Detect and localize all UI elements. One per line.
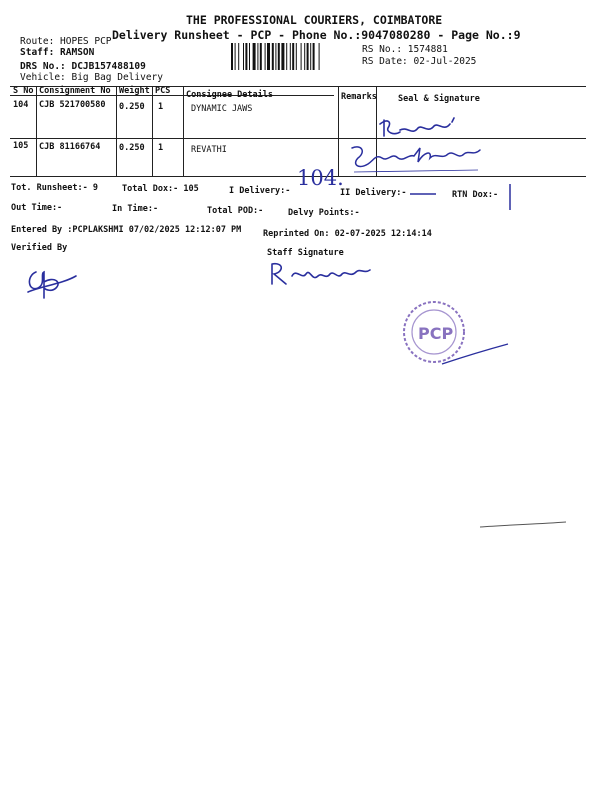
drs-number: DRS No.: DCJB157488109: [20, 61, 146, 72]
row-sno: 105: [13, 141, 29, 151]
col-header-remarks: Remarks: [341, 92, 377, 102]
col-divider: [338, 86, 339, 176]
rtn-dox: RTN Dox:-: [452, 190, 499, 200]
vehicle-label: Vehicle: Big Bag Delivery: [20, 72, 163, 83]
ii-delivery-dash: [408, 190, 438, 198]
row-pcs: 1: [158, 143, 164, 153]
reprinted-on: Reprinted On: 02-07-2025 12:14:14: [263, 229, 432, 239]
col-divider: [36, 86, 37, 176]
row-consignment: CJB 81166764: [39, 142, 101, 152]
stray-ink-line: [478, 520, 568, 530]
stamp-text: PCP: [418, 324, 454, 343]
entered-by: Entered By :PCPLAKSHMI 07/02/2025 12:12:07 PM: [11, 225, 242, 235]
col-header-pcs: PCS: [155, 86, 171, 96]
col-divider: [116, 86, 117, 176]
company-name: THE PROFESSIONAL COURIERS, COIMBATORE: [186, 13, 443, 27]
row-weight: 0.250: [119, 102, 145, 112]
staff-signature-label: Staff Signature: [267, 248, 344, 258]
row-consignee: DYNAMIC JAWS: [191, 104, 253, 114]
col-header-consignment: Consignment No: [39, 86, 111, 96]
staff-signature-mark: [266, 258, 376, 290]
col-header-sno: S No: [13, 86, 34, 96]
delvy-points: Delvy Points:-: [288, 208, 360, 218]
row-weight: 0.250: [119, 143, 145, 153]
ii-delivery: II Delivery:-: [340, 188, 407, 198]
route-label: Route: HOPES PCP: [20, 36, 112, 47]
signature-row-1: [378, 112, 468, 140]
row-consignment: CJB 521700580: [39, 100, 106, 110]
col-header-weight: Weight: [119, 86, 150, 96]
signature-row-2: [348, 142, 488, 174]
staff-label: Staff: RAMSON: [20, 47, 95, 58]
stamp-flourish: [440, 342, 510, 366]
row-consignee: REVATHI: [191, 145, 227, 155]
barcode: [231, 43, 351, 70]
rs-date: RS Date: 02-Jul-2025: [362, 56, 477, 67]
row-pcs: 1: [158, 102, 164, 112]
col-header-seal: Seal & Signature: [398, 94, 480, 104]
handwritten-delivery-count: 104.: [297, 166, 344, 190]
in-time: In Time:-: [112, 204, 159, 214]
total-pod: Total POD:-: [207, 206, 264, 216]
verified-by-initials: [22, 262, 82, 306]
col-divider: [183, 86, 184, 176]
tot-runsheet: Tot. Runsheet:- 9: [11, 183, 98, 193]
row-sno: 104: [13, 100, 29, 110]
row-divider: [10, 138, 586, 139]
total-dox: Total Dox:- 105: [122, 184, 199, 194]
rtn-dox-mark: [504, 182, 516, 212]
runsheet-title: Delivery Runsheet - PCP - Phone No.:9047080280 - Page No.:9: [112, 28, 521, 42]
col-header-consignee: Consignee Details: [186, 90, 273, 100]
col-divider: [152, 86, 153, 176]
out-time: Out Time:-: [11, 203, 63, 213]
i-delivery: I Delivery:-: [229, 186, 291, 196]
rs-number: RS No.: 1574881: [362, 44, 448, 55]
verified-by-label: Verified By: [11, 243, 68, 253]
